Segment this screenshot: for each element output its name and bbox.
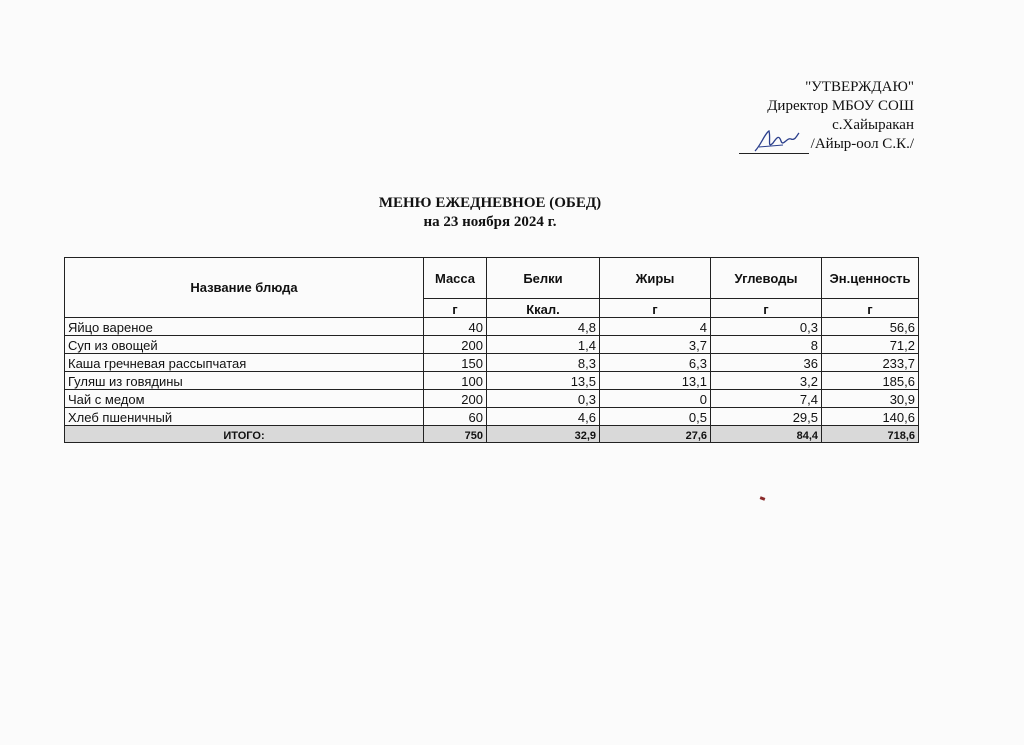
menu-date: на 23 ноября 2024 г. (423, 214, 557, 230)
dish-fat: 4 (600, 318, 711, 336)
total-label: ИТОГО: (65, 426, 424, 443)
table-row (65, 354, 919, 372)
dish-mass: 60 (424, 408, 487, 426)
dish-energy: 140,6 (822, 408, 919, 426)
table-row (65, 318, 919, 336)
total-mass: 750 (424, 426, 487, 443)
header-energy: Эн.ценность (822, 258, 919, 299)
dish-protein: 4,6 (487, 408, 600, 426)
dish-mass: 200 (424, 390, 487, 408)
dish-protein: 1,4 (487, 336, 600, 354)
header-mass: Масса (424, 258, 487, 299)
unit-fat: г (600, 299, 711, 318)
dish-mass: 40 (424, 318, 487, 336)
unit-protein: Ккал. (487, 299, 600, 318)
total-carbs: 84,4 (711, 426, 822, 443)
dish-energy: 185,6 (822, 372, 919, 390)
header-fat: Жиры (600, 258, 711, 299)
approval-block (739, 78, 914, 160)
dish-fat: 13,1 (600, 372, 711, 390)
dish-energy: 71,2 (822, 336, 919, 354)
unit-carbs: г (711, 299, 822, 318)
dish-energy: 30,9 (822, 390, 919, 408)
dish-name: Чай с медом (65, 390, 424, 408)
dish-carbs: 36 (711, 354, 822, 372)
dish-fat: 0 (600, 390, 711, 408)
approval-signatory: /Айыр-оол С.К./ (810, 136, 914, 152)
total-row (65, 426, 919, 443)
menu-table (64, 257, 919, 443)
dish-protein: 4,8 (487, 318, 600, 336)
dish-carbs: 29,5 (711, 408, 822, 426)
ink-mark (760, 496, 766, 501)
dish-fat: 6,3 (600, 354, 711, 372)
dish-energy: 56,6 (822, 318, 919, 336)
dish-carbs: 7,4 (711, 390, 822, 408)
dish-fat: 0,5 (600, 408, 711, 426)
dish-mass: 150 (424, 354, 487, 372)
table-row (65, 372, 919, 390)
table-row (65, 408, 919, 426)
dish-mass: 100 (424, 372, 487, 390)
header-protein: Белки (487, 258, 600, 299)
approval-title: "УТВЕРЖДАЮ" (805, 79, 914, 95)
approval-village: с.Хайыракан (832, 117, 914, 133)
dish-protein: 13,5 (487, 372, 600, 390)
dish-name: Хлеб пшеничный (65, 408, 424, 426)
table-row (65, 336, 919, 354)
dish-name: Яйцо вареное (65, 318, 424, 336)
dish-mass: 200 (424, 336, 487, 354)
unit-mass: г (424, 299, 487, 318)
header-dish-name: Название блюда (65, 258, 424, 318)
dish-protein: 0,3 (487, 390, 600, 408)
total-energy: 718,6 (822, 426, 919, 443)
dish-fat: 3,7 (600, 336, 711, 354)
dish-carbs: 8 (711, 336, 822, 354)
dish-carbs: 0,3 (711, 318, 822, 336)
dish-energy: 233,7 (822, 354, 919, 372)
signature-image (753, 127, 801, 157)
total-fat: 27,6 (600, 426, 711, 443)
total-protein: 32,9 (487, 426, 600, 443)
signature-line (739, 135, 914, 154)
dish-protein: 8,3 (487, 354, 600, 372)
dish-name: Каша гречневая рассыпчатая (65, 354, 424, 372)
unit-energy: г (822, 299, 919, 318)
signature-underline (739, 137, 809, 154)
menu-title: МЕНЮ ЕЖЕДНЕВНОЕ (ОБЕД) (378, 195, 602, 211)
header-row (65, 258, 919, 299)
dish-carbs: 3,2 (711, 372, 822, 390)
dish-name: Суп из овощей (65, 336, 424, 354)
dish-name: Гуляш из говядины (65, 372, 424, 390)
header-carbs: Углеводы (711, 258, 822, 299)
table-row (65, 390, 919, 408)
approval-position: Директор МБОУ СОШ (767, 98, 914, 114)
